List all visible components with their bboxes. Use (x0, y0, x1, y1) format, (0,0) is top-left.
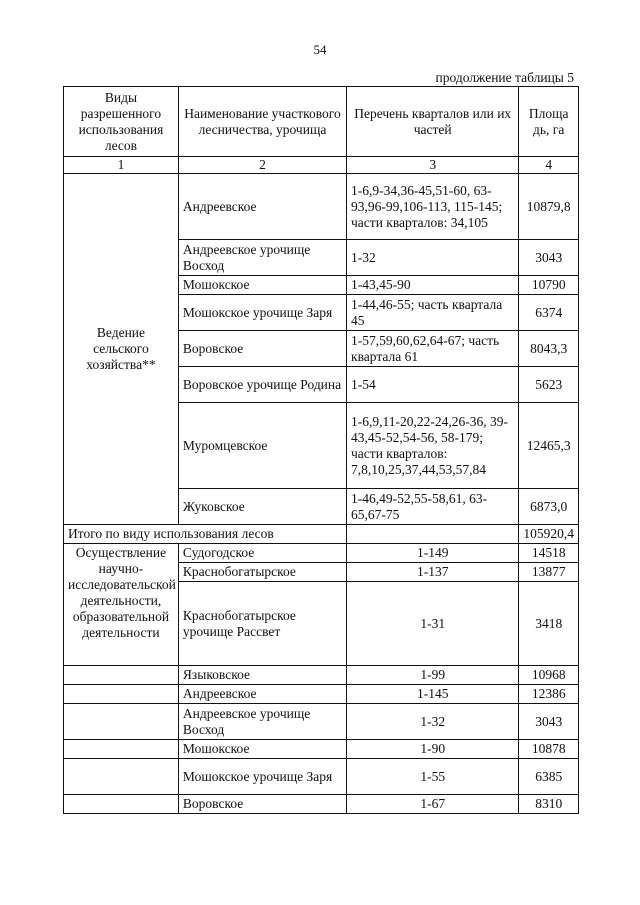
area-value: 10790 (519, 276, 579, 295)
area-value: 12465,3 (519, 403, 579, 489)
forestry-name: Мошокское урочище Заря (178, 295, 346, 331)
quarters-list: 1-137 (347, 563, 519, 582)
area-value: 14518 (519, 544, 579, 563)
forestry-name: Мошокское (178, 276, 346, 295)
forestry-name: Краснобогатырское (178, 563, 346, 582)
quarters-list: 1-46,49-52,55-58,61, 63-65,67-75 (347, 489, 519, 525)
table-row (64, 666, 579, 685)
forestry-name: Андреевское урочище Восход (178, 240, 346, 276)
area-value: 13877 (519, 563, 579, 582)
forestry-name: Жуковское (178, 489, 346, 525)
forestry-name: Андреевское урочище Восход (178, 704, 346, 740)
area-value: 6385 (519, 759, 579, 795)
area-value: 3418 (519, 582, 579, 666)
quarters-list: 1-145 (347, 685, 519, 704)
quarters-list: 1-32 (347, 240, 519, 276)
table-row (64, 759, 579, 795)
area-value: 6873,0 (519, 489, 579, 525)
forestry-name: Андреевское (178, 174, 346, 240)
area-value: 12386 (519, 685, 579, 704)
area-value: 6374 (519, 295, 579, 331)
area-value: 10968 (519, 666, 579, 685)
forestry-name: Воровское урочище Родина (178, 367, 346, 403)
usage-type-cell: Ведение сельского хозяйства** (64, 174, 179, 525)
usage-type-empty-cell (64, 740, 179, 759)
area-value: 3043 (519, 240, 579, 276)
column-number: 4 (519, 157, 579, 174)
forest-usage-table (63, 86, 579, 814)
usage-type-empty-cell (64, 666, 179, 685)
header-quarters: Перечень кварталов или их частей (347, 87, 519, 157)
column-number: 2 (178, 157, 346, 174)
quarters-list: 1-67 (347, 795, 519, 814)
table-row (64, 685, 579, 704)
forestry-name: Воровское (178, 795, 346, 814)
table-row (64, 704, 579, 740)
table-row (64, 544, 579, 563)
total-row (64, 525, 579, 544)
area-value: 8043,3 (519, 331, 579, 367)
forestry-name: Воровское (178, 331, 346, 367)
quarters-list: 1-149 (347, 544, 519, 563)
column-number: 3 (347, 157, 519, 174)
forestry-name: Муромцевское (178, 403, 346, 489)
total-empty-cell (347, 525, 519, 544)
quarters-list: 1-6,9,11-20,22-24,26-36, 39-43,45-52,54-56, 58-179; части кварталов: 7,8,10,25,37,44,53,57,84 (347, 403, 519, 489)
forestry-name: Краснобогатырское урочище Рассвет (178, 582, 346, 666)
continuation-label: продолжение таблицы 5 (435, 70, 574, 85)
table-row (64, 174, 579, 240)
forestry-name: Мошокское (178, 740, 346, 759)
quarters-list: 1-54 (347, 367, 519, 403)
area-value: 3043 (519, 704, 579, 740)
quarters-list: 1-55 (347, 759, 519, 795)
quarters-list: 1-31 (347, 582, 519, 666)
forestry-name: Языковское (178, 666, 346, 685)
usage-type-cell: Осуществление научно-исследовательской деятельности, образовательной деятельности (64, 544, 179, 666)
usage-type-empty-cell (64, 795, 179, 814)
table-row (64, 740, 579, 759)
quarters-list: 1-99 (347, 666, 519, 685)
column-number-row (64, 157, 579, 174)
quarters-list: 1-90 (347, 740, 519, 759)
header-area: Площа дь, га (519, 87, 579, 157)
quarters-list: 1-44,46-55; часть квартала 45 (347, 295, 519, 331)
usage-type-empty-cell (64, 759, 179, 795)
area-value: 8310 (519, 795, 579, 814)
column-number: 1 (64, 157, 179, 174)
forestry-name: Судогодское (178, 544, 346, 563)
quarters-list: 1-6,9-34,36-45,51-60, 63-93,96-99,106-113, 115-145; части кварталов: 34,105 (347, 174, 519, 240)
page-number: 54 (313, 42, 327, 57)
quarters-list: 1-32 (347, 704, 519, 740)
total-label: Итого по виду использования лесов (64, 525, 347, 544)
area-value: 10878 (519, 740, 579, 759)
table-row (64, 795, 579, 814)
area-value: 10879,8 (519, 174, 579, 240)
quarters-list: 1-43,45-90 (347, 276, 519, 295)
forestry-name: Мошокское урочище Заря (178, 759, 346, 795)
area-value: 5623 (519, 367, 579, 403)
forestry-name: Андреевское (178, 685, 346, 704)
usage-type-empty-cell (64, 685, 179, 704)
quarters-list: 1-57,59,60,62,64-67; часть квартала 61 (347, 331, 519, 367)
usage-type-empty-cell (64, 704, 179, 740)
header-row (64, 87, 579, 157)
header-forestry-name: Наименование участкового лесничества, урочища (178, 87, 346, 157)
header-usage: Виды разрешенного использования лесов (64, 87, 179, 157)
total-area: 105920,4 (519, 525, 579, 544)
